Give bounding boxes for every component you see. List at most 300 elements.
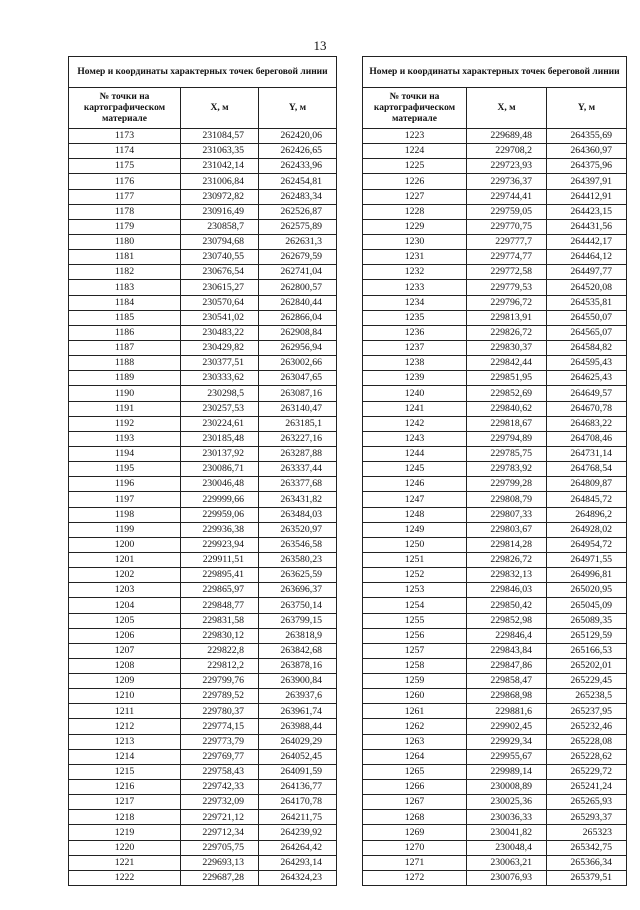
x-coordinate-cell: 230076,93 [467, 870, 547, 885]
x-coordinate-cell: 229826,72 [467, 325, 547, 340]
point-number-cell: 1253 [363, 583, 467, 598]
table-row [363, 749, 627, 764]
table-row [69, 462, 337, 477]
x-coordinate-cell: 230615,27 [181, 280, 259, 295]
point-number-cell: 1251 [363, 552, 467, 567]
table-row [363, 234, 627, 249]
y-coordinate-cell: 262426,65 [259, 144, 337, 159]
table-row [363, 462, 627, 477]
x-coordinate-cell: 230972,82 [181, 189, 259, 204]
x-coordinate-cell: 229959,06 [181, 507, 259, 522]
y-coordinate-cell: 263185,1 [259, 416, 337, 431]
table-row [69, 795, 337, 810]
y-coordinate-cell: 264649,57 [547, 386, 627, 401]
point-number-cell: 1213 [69, 734, 181, 749]
point-number-cell: 1206 [69, 628, 181, 643]
point-number-cell: 1223 [363, 129, 467, 144]
header-y: Y, м [547, 88, 627, 129]
x-coordinate-cell: 230086,71 [181, 462, 259, 477]
y-coordinate-cell: 265379,51 [547, 870, 627, 885]
y-coordinate-cell: 263047,65 [259, 371, 337, 386]
point-number-cell: 1177 [69, 189, 181, 204]
y-coordinate-cell: 263580,23 [259, 552, 337, 567]
point-number-cell: 1239 [363, 371, 467, 386]
table-row [363, 613, 627, 628]
point-number-cell: 1262 [363, 719, 467, 734]
y-coordinate-cell: 264731,14 [547, 446, 627, 461]
y-coordinate-cell: 264954,72 [547, 537, 627, 552]
y-coordinate-cell: 265265,93 [547, 795, 627, 810]
table-row [69, 583, 337, 598]
point-number-cell: 1265 [363, 764, 467, 779]
point-number-cell: 1218 [69, 810, 181, 825]
y-coordinate-cell: 263878,16 [259, 658, 337, 673]
table-row [363, 658, 627, 673]
table-row [363, 537, 627, 552]
x-coordinate-cell: 230257,53 [181, 401, 259, 416]
table-row [69, 840, 337, 855]
table-caption: Номер и координаты характерных точек береговой линии [363, 57, 627, 88]
y-coordinate-cell: 263625,59 [259, 568, 337, 583]
point-number-cell: 1216 [69, 780, 181, 795]
point-number-cell: 1229 [363, 219, 467, 234]
x-coordinate-cell: 229846,4 [467, 628, 547, 643]
y-coordinate-cell: 264625,43 [547, 371, 627, 386]
table-row [363, 431, 627, 446]
y-coordinate-cell: 264375,96 [547, 159, 627, 174]
x-coordinate-cell: 229831,58 [181, 613, 259, 628]
y-coordinate-cell: 262483,34 [259, 189, 337, 204]
table-row [69, 658, 337, 673]
point-number-cell: 1196 [69, 477, 181, 492]
point-number-cell: 1221 [69, 855, 181, 870]
table-row [69, 189, 337, 204]
y-coordinate-cell: 263140,47 [259, 401, 337, 416]
table-row [69, 628, 337, 643]
y-coordinate-cell: 265229,45 [547, 674, 627, 689]
table-row [363, 764, 627, 779]
point-number-cell: 1232 [363, 265, 467, 280]
point-number-cell: 1186 [69, 325, 181, 340]
x-coordinate-cell: 229759,05 [467, 204, 547, 219]
x-coordinate-cell: 229813,91 [467, 310, 547, 325]
point-number-cell: 1228 [363, 204, 467, 219]
x-coordinate-cell: 229902,45 [467, 719, 547, 734]
x-coordinate-cell: 229852,98 [467, 613, 547, 628]
x-coordinate-cell: 230224,61 [181, 416, 259, 431]
point-number-cell: 1241 [363, 401, 467, 416]
y-coordinate-cell: 262800,57 [259, 280, 337, 295]
table-row [69, 340, 337, 355]
point-number-cell: 1267 [363, 795, 467, 810]
x-coordinate-cell: 229843,84 [467, 643, 547, 658]
x-coordinate-cell: 229923,94 [181, 537, 259, 552]
table-row [69, 144, 337, 159]
x-coordinate-cell: 230377,51 [181, 356, 259, 371]
x-coordinate-cell: 229744,41 [467, 189, 547, 204]
y-coordinate-cell: 263799,15 [259, 613, 337, 628]
point-number-cell: 1226 [363, 174, 467, 189]
point-number-cell: 1249 [363, 522, 467, 537]
y-coordinate-cell: 263484,03 [259, 507, 337, 522]
x-coordinate-cell: 229689,48 [467, 129, 547, 144]
y-coordinate-cell: 265202,01 [547, 658, 627, 673]
y-coordinate-cell: 263520,97 [259, 522, 337, 537]
x-coordinate-cell: 229705,75 [181, 840, 259, 855]
table-row [363, 340, 627, 355]
y-coordinate-cell: 265293,37 [547, 810, 627, 825]
y-coordinate-cell: 263818,9 [259, 628, 337, 643]
table-row [69, 492, 337, 507]
table-row [69, 386, 337, 401]
table-row [363, 174, 627, 189]
x-coordinate-cell: 229687,28 [181, 870, 259, 885]
y-coordinate-cell: 265323 [547, 825, 627, 840]
point-number-cell: 1194 [69, 446, 181, 461]
x-coordinate-cell: 229777,7 [467, 234, 547, 249]
y-coordinate-cell: 264996,81 [547, 568, 627, 583]
x-coordinate-cell: 229708,2 [467, 144, 547, 159]
x-coordinate-cell: 229929,34 [467, 734, 547, 749]
x-coordinate-cell: 231063,35 [181, 144, 259, 159]
y-coordinate-cell: 262679,59 [259, 250, 337, 265]
x-coordinate-cell: 229785,75 [467, 446, 547, 461]
x-coordinate-cell: 229736,37 [467, 174, 547, 189]
point-number-cell: 1257 [363, 643, 467, 658]
point-number-cell: 1180 [69, 234, 181, 249]
table-row [363, 507, 627, 522]
point-number-cell: 1199 [69, 522, 181, 537]
x-coordinate-cell: 229799,76 [181, 674, 259, 689]
point-number-cell: 1215 [69, 764, 181, 779]
table-row [363, 295, 627, 310]
y-coordinate-cell: 263842,68 [259, 643, 337, 658]
table-row [69, 825, 337, 840]
table-row [69, 507, 337, 522]
x-coordinate-cell: 230429,82 [181, 340, 259, 355]
point-number-cell: 1250 [363, 537, 467, 552]
x-coordinate-cell: 230137,92 [181, 446, 259, 461]
table-row [69, 401, 337, 416]
x-coordinate-cell: 229840,62 [467, 401, 547, 416]
y-coordinate-cell: 264360,97 [547, 144, 627, 159]
x-coordinate-cell: 230046,48 [181, 477, 259, 492]
point-number-cell: 1188 [69, 356, 181, 371]
table-row [363, 840, 627, 855]
y-coordinate-cell: 262420,06 [259, 129, 337, 144]
table-row [363, 855, 627, 870]
y-coordinate-cell: 262956,94 [259, 340, 337, 355]
table-row [69, 477, 337, 492]
point-number-cell: 1205 [69, 613, 181, 628]
x-coordinate-cell: 230570,64 [181, 295, 259, 310]
table-row [69, 295, 337, 310]
x-coordinate-cell: 229770,75 [467, 219, 547, 234]
point-number-cell: 1220 [69, 840, 181, 855]
y-coordinate-cell: 264431,56 [547, 219, 627, 234]
x-coordinate-cell: 229772,58 [467, 265, 547, 280]
x-coordinate-cell: 229780,37 [181, 704, 259, 719]
point-number-cell: 1222 [69, 870, 181, 885]
header-x: X, м [467, 88, 547, 129]
point-number-cell: 1211 [69, 704, 181, 719]
point-number-cell: 1261 [363, 704, 467, 719]
y-coordinate-cell: 264264,42 [259, 840, 337, 855]
coordinates-table-right [362, 56, 627, 886]
point-number-cell: 1230 [363, 234, 467, 249]
x-coordinate-cell: 229830,12 [181, 628, 259, 643]
table-caption: Номер и координаты характерных точек береговой линии [69, 57, 337, 88]
y-coordinate-cell: 263696,37 [259, 583, 337, 598]
point-number-cell: 1266 [363, 780, 467, 795]
y-coordinate-cell: 264091,59 [259, 764, 337, 779]
y-coordinate-cell: 263900,84 [259, 674, 337, 689]
point-number-cell: 1244 [363, 446, 467, 461]
y-coordinate-cell: 265020,95 [547, 583, 627, 598]
y-coordinate-cell: 264211,75 [259, 810, 337, 825]
table-row [69, 416, 337, 431]
y-coordinate-cell: 263227,16 [259, 431, 337, 446]
table-row [69, 204, 337, 219]
y-coordinate-cell: 264324,23 [259, 870, 337, 885]
y-coordinate-cell: 264170,78 [259, 795, 337, 810]
y-coordinate-cell: 263287,88 [259, 446, 337, 461]
point-number-cell: 1181 [69, 250, 181, 265]
point-number-cell: 1217 [69, 795, 181, 810]
x-coordinate-cell: 229799,28 [467, 477, 547, 492]
x-coordinate-cell: 231084,57 [181, 129, 259, 144]
y-coordinate-cell: 264565,07 [547, 325, 627, 340]
x-coordinate-cell: 230063,21 [467, 855, 547, 870]
point-number-cell: 1183 [69, 280, 181, 295]
x-coordinate-cell: 230333,62 [181, 371, 259, 386]
table-row [363, 492, 627, 507]
table-row [363, 325, 627, 340]
point-number-cell: 1255 [363, 613, 467, 628]
y-coordinate-cell: 264239,92 [259, 825, 337, 840]
point-number-cell: 1201 [69, 552, 181, 567]
table-row [69, 643, 337, 658]
point-number-cell: 1258 [363, 658, 467, 673]
point-number-cell: 1263 [363, 734, 467, 749]
table-row [363, 734, 627, 749]
x-coordinate-cell: 229936,38 [181, 522, 259, 537]
y-coordinate-cell: 264584,82 [547, 340, 627, 355]
table-row [363, 356, 627, 371]
y-coordinate-cell: 265238,5 [547, 689, 627, 704]
table-row [69, 870, 337, 885]
point-number-cell: 1269 [363, 825, 467, 840]
y-coordinate-cell: 264423,15 [547, 204, 627, 219]
point-number-cell: 1219 [69, 825, 181, 840]
point-number-cell: 1260 [363, 689, 467, 704]
point-number-cell: 1256 [363, 628, 467, 643]
point-number-cell: 1254 [363, 598, 467, 613]
point-number-cell: 1227 [363, 189, 467, 204]
table-row [69, 250, 337, 265]
table-row [363, 129, 627, 144]
y-coordinate-cell: 264595,43 [547, 356, 627, 371]
table-row [363, 598, 627, 613]
x-coordinate-cell: 230676,54 [181, 265, 259, 280]
y-coordinate-cell: 265228,62 [547, 749, 627, 764]
y-coordinate-cell: 265232,46 [547, 719, 627, 734]
table-row [69, 371, 337, 386]
table-row [69, 780, 337, 795]
table-row [69, 764, 337, 779]
table-row [69, 310, 337, 325]
x-coordinate-cell: 229779,53 [467, 280, 547, 295]
x-coordinate-cell: 229803,67 [467, 522, 547, 537]
x-coordinate-cell: 229818,67 [467, 416, 547, 431]
x-coordinate-cell: 229851,95 [467, 371, 547, 386]
x-coordinate-cell: 230541,02 [181, 310, 259, 325]
point-number-cell: 1248 [363, 507, 467, 522]
y-coordinate-cell: 264768,54 [547, 462, 627, 477]
y-coordinate-cell: 264397,91 [547, 174, 627, 189]
point-number-cell: 1225 [363, 159, 467, 174]
x-coordinate-cell: 229881,6 [467, 704, 547, 719]
point-number-cell: 1198 [69, 507, 181, 522]
table-row [69, 159, 337, 174]
x-coordinate-cell: 229989,14 [467, 764, 547, 779]
y-coordinate-cell: 264708,46 [547, 431, 627, 446]
x-coordinate-cell: 229830,37 [467, 340, 547, 355]
x-coordinate-cell: 229822,8 [181, 643, 259, 658]
x-coordinate-cell: 229769,77 [181, 749, 259, 764]
point-number-cell: 1193 [69, 431, 181, 446]
point-number-cell: 1272 [363, 870, 467, 885]
x-coordinate-cell: 230025,36 [467, 795, 547, 810]
x-coordinate-cell: 229693,13 [181, 855, 259, 870]
table-row [363, 628, 627, 643]
x-coordinate-cell: 229774,15 [181, 719, 259, 734]
y-coordinate-cell: 264971,55 [547, 552, 627, 567]
y-coordinate-cell: 264355,69 [547, 129, 627, 144]
table-row [363, 477, 627, 492]
y-coordinate-cell: 265237,95 [547, 704, 627, 719]
table-row [69, 280, 337, 295]
y-coordinate-cell: 262908,84 [259, 325, 337, 340]
x-coordinate-cell: 229774,77 [467, 250, 547, 265]
y-coordinate-cell: 264464,12 [547, 250, 627, 265]
point-number-cell: 1210 [69, 689, 181, 704]
y-coordinate-cell: 264550,07 [547, 310, 627, 325]
y-coordinate-cell: 263750,14 [259, 598, 337, 613]
point-number-cell: 1212 [69, 719, 181, 734]
x-coordinate-cell: 229812,2 [181, 658, 259, 673]
point-number-cell: 1243 [363, 431, 467, 446]
table-row [363, 689, 627, 704]
x-coordinate-cell: 230794,68 [181, 234, 259, 249]
point-number-cell: 1231 [363, 250, 467, 265]
y-coordinate-cell: 262741,04 [259, 265, 337, 280]
x-coordinate-cell: 229783,92 [467, 462, 547, 477]
table-row [363, 704, 627, 719]
point-number-cell: 1191 [69, 401, 181, 416]
table-row [69, 234, 337, 249]
x-coordinate-cell: 230048,4 [467, 840, 547, 855]
y-coordinate-cell: 264442,17 [547, 234, 627, 249]
y-coordinate-cell: 265166,53 [547, 643, 627, 658]
point-number-cell: 1268 [363, 810, 467, 825]
point-number-cell: 1178 [69, 204, 181, 219]
y-coordinate-cell: 263337,44 [259, 462, 337, 477]
table-row [363, 583, 627, 598]
point-number-cell: 1204 [69, 598, 181, 613]
header-y: Y, м [259, 88, 337, 129]
table-row [363, 250, 627, 265]
y-coordinate-cell: 264896,2 [547, 507, 627, 522]
table-row [363, 144, 627, 159]
y-coordinate-cell: 263988,44 [259, 719, 337, 734]
point-number-cell: 1173 [69, 129, 181, 144]
point-number-cell: 1247 [363, 492, 467, 507]
table-row [363, 870, 627, 885]
point-number-cell: 1237 [363, 340, 467, 355]
table-row [363, 795, 627, 810]
x-coordinate-cell: 229758,43 [181, 764, 259, 779]
table-row [69, 704, 337, 719]
y-coordinate-cell: 264809,87 [547, 477, 627, 492]
x-coordinate-cell: 229846,03 [467, 583, 547, 598]
y-coordinate-cell: 262840,44 [259, 295, 337, 310]
table-row [69, 129, 337, 144]
y-coordinate-cell: 263961,74 [259, 704, 337, 719]
x-coordinate-cell: 230916,49 [181, 204, 259, 219]
point-number-cell: 1203 [69, 583, 181, 598]
point-number-cell: 1233 [363, 280, 467, 295]
y-coordinate-cell: 264136,77 [259, 780, 337, 795]
y-coordinate-cell: 263002,66 [259, 356, 337, 371]
table-row [69, 749, 337, 764]
y-coordinate-cell: 262433,96 [259, 159, 337, 174]
x-coordinate-cell: 229865,97 [181, 583, 259, 598]
point-number-cell: 1235 [363, 310, 467, 325]
y-coordinate-cell: 265089,35 [547, 613, 627, 628]
x-coordinate-cell: 229895,41 [181, 568, 259, 583]
table-row [69, 855, 337, 870]
table-row [69, 265, 337, 280]
x-coordinate-cell: 230008,89 [467, 780, 547, 795]
point-number-cell: 1202 [69, 568, 181, 583]
header-point-number: № точки на картографическом материале [363, 88, 467, 129]
table-row [69, 522, 337, 537]
table-row [363, 568, 627, 583]
table-row [69, 568, 337, 583]
table-row [363, 189, 627, 204]
y-coordinate-cell: 265229,72 [547, 764, 627, 779]
point-number-cell: 1185 [69, 310, 181, 325]
x-coordinate-cell: 229808,79 [467, 492, 547, 507]
table-row [363, 280, 627, 295]
y-coordinate-cell: 265342,75 [547, 840, 627, 855]
x-coordinate-cell: 229955,67 [467, 749, 547, 764]
table-row [69, 174, 337, 189]
y-coordinate-cell: 265129,59 [547, 628, 627, 643]
y-coordinate-cell: 264845,72 [547, 492, 627, 507]
point-number-cell: 1197 [69, 492, 181, 507]
y-coordinate-cell: 264535,81 [547, 295, 627, 310]
table-row [69, 537, 337, 552]
point-number-cell: 1259 [363, 674, 467, 689]
y-coordinate-cell: 263377,68 [259, 477, 337, 492]
point-number-cell: 1175 [69, 159, 181, 174]
y-coordinate-cell: 264928,02 [547, 522, 627, 537]
table-row [69, 719, 337, 734]
point-number-cell: 1209 [69, 674, 181, 689]
table-row [363, 371, 627, 386]
